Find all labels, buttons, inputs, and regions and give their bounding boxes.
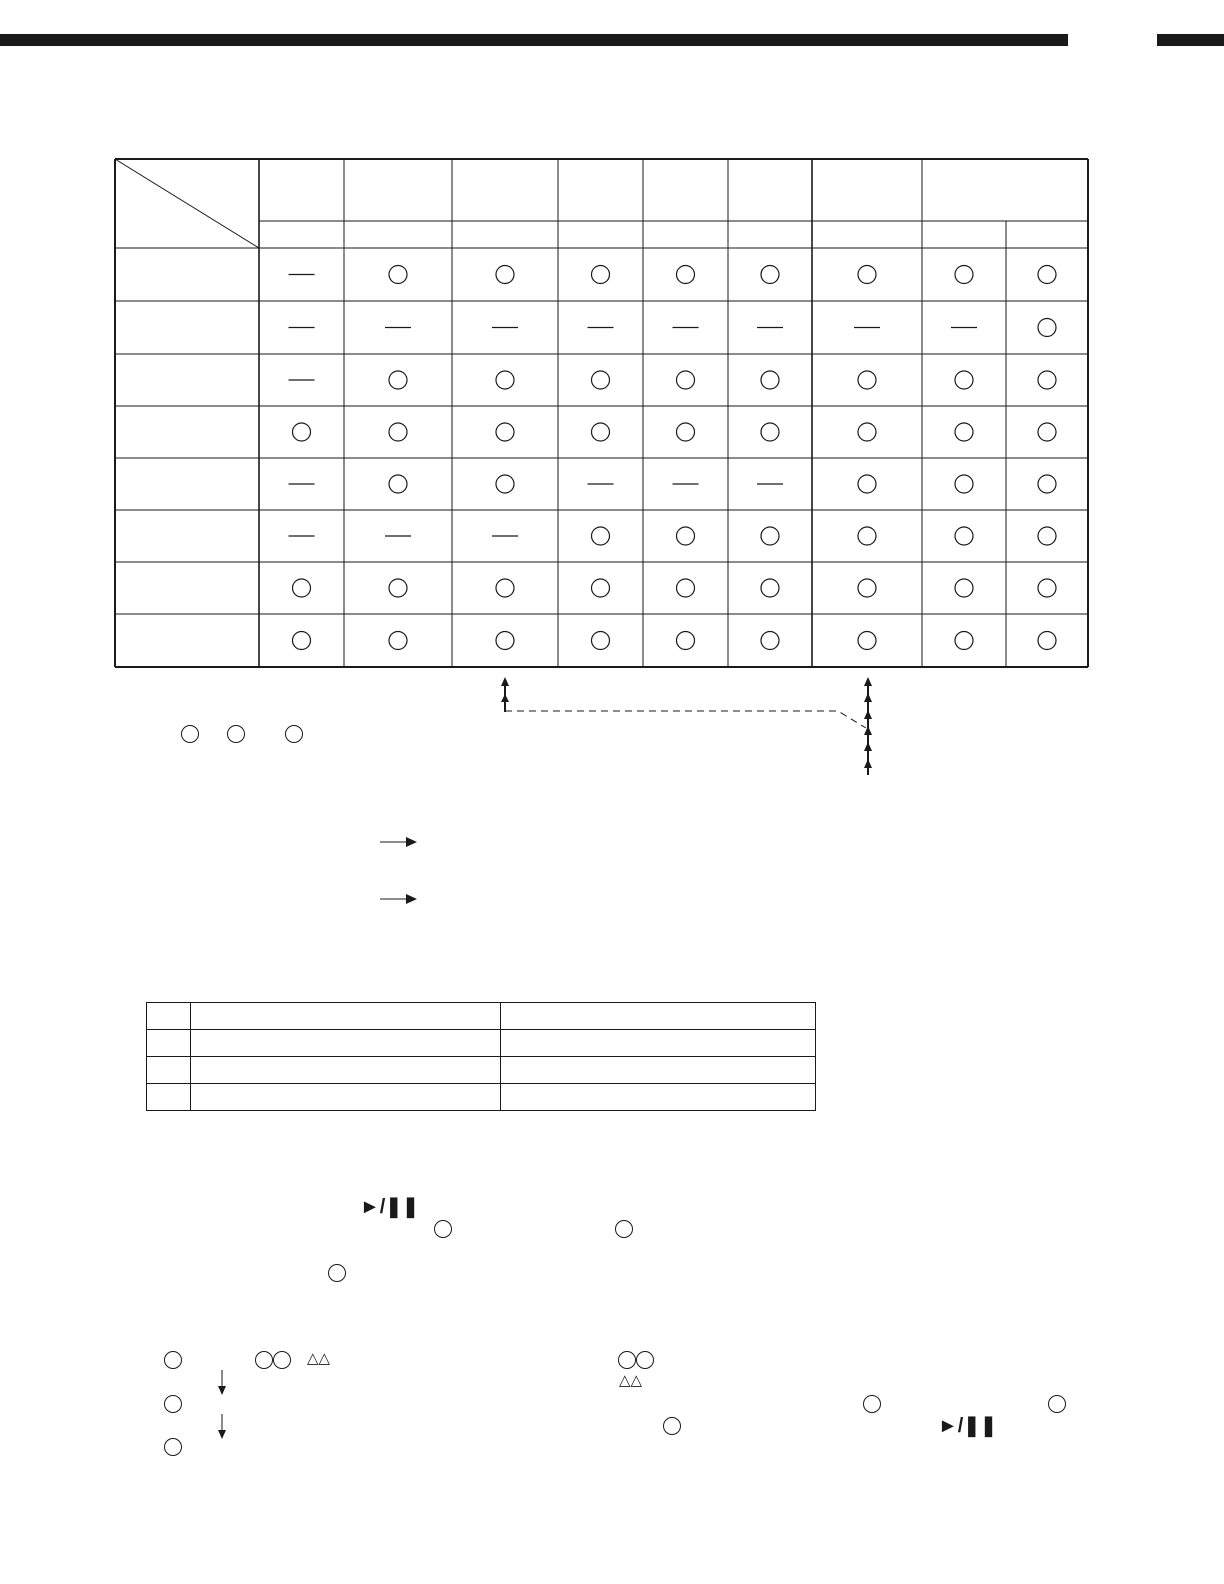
cell-circle-mark (858, 423, 876, 441)
cell-circle-mark (955, 423, 973, 441)
cell-circle-mark (496, 579, 514, 597)
step-circle-c (328, 1264, 346, 1282)
double-circle-2a (618, 1351, 636, 1369)
cell-circle-mark (1038, 319, 1056, 337)
table-row (147, 1030, 816, 1057)
header-diagonal (115, 159, 259, 248)
cell-circle-mark (389, 266, 407, 284)
double-circle-2b (636, 1351, 654, 1369)
cell-circle-mark (293, 579, 311, 597)
cell-circle-mark (761, 266, 779, 284)
cell-circle-mark (496, 632, 514, 650)
cell-circle-mark (955, 371, 973, 389)
cell-circle-mark (293, 423, 311, 441)
cell-circle-mark (592, 632, 610, 650)
right-arrow-1 (380, 837, 417, 847)
cell-circle-mark (761, 579, 779, 597)
cell-circle-mark (955, 579, 973, 597)
cell-circle-mark (761, 527, 779, 545)
cell-circle-mark (955, 527, 973, 545)
play-pause-icon: ►/❚❚ (360, 1196, 419, 1218)
cell-circle-mark (858, 527, 876, 545)
cell-circle-mark (677, 579, 695, 597)
legend-circle-1 (181, 725, 199, 743)
triangle-pair-1: △△ (307, 1350, 331, 1367)
cell-circle-mark (955, 475, 973, 493)
cell-circle-mark (677, 423, 695, 441)
legend-circle-3 (285, 725, 303, 743)
flow-circle-2 (164, 1395, 182, 1413)
cell-circle-mark (1038, 371, 1056, 389)
cell-circle-mark (955, 266, 973, 284)
cell-circle-mark (761, 632, 779, 650)
cell-circle-mark (1038, 579, 1056, 597)
table-row (147, 1057, 816, 1084)
cell-circle-mark (389, 632, 407, 650)
cell-circle-mark (858, 632, 876, 650)
double-circle-1a (255, 1351, 273, 1369)
legend-circle-2 (227, 725, 245, 743)
right-circle-1 (863, 1395, 881, 1413)
cell-circle-mark (761, 423, 779, 441)
cell-circle-mark (858, 266, 876, 284)
cell-circle-mark (293, 632, 311, 650)
cell-circle-mark (677, 632, 695, 650)
cell-circle-mark (955, 632, 973, 650)
cell-circle-mark (1038, 632, 1056, 650)
step-circle-b (615, 1220, 633, 1238)
play-pause-icon-2: ►/❚❚ (938, 1415, 997, 1437)
down-arrow-2 (218, 1414, 226, 1439)
cell-circle-mark (858, 579, 876, 597)
cell-circle-mark (677, 371, 695, 389)
cell-circle-mark (592, 579, 610, 597)
right-arrow-2 (380, 894, 417, 904)
cell-circle-mark (389, 579, 407, 597)
flow-circle-3 (164, 1438, 182, 1456)
step-circle-a (434, 1220, 452, 1238)
triangle-pair-2: △△ (619, 1372, 643, 1389)
cell-circle-mark (1038, 423, 1056, 441)
info-table (146, 1002, 816, 1111)
dashed-connector (505, 711, 866, 728)
cell-circle-mark (389, 423, 407, 441)
cell-circle-mark (592, 371, 610, 389)
cell-circle-mark (592, 527, 610, 545)
flow-circle-1 (164, 1351, 182, 1369)
cell-circle-mark (858, 475, 876, 493)
cell-circle-mark (1038, 475, 1056, 493)
cell-circle-mark (389, 475, 407, 493)
cell-circle-mark (1038, 527, 1056, 545)
cell-circle-mark (496, 371, 514, 389)
table-row (147, 1084, 816, 1111)
cell-circle-mark (496, 266, 514, 284)
cell-circle-mark (496, 475, 514, 493)
right-circle-2 (1048, 1395, 1066, 1413)
cell-circle-mark (592, 266, 610, 284)
cell-circle-mark (677, 266, 695, 284)
right-circle-3 (663, 1417, 681, 1435)
double-circle-1b (273, 1351, 291, 1369)
cell-circle-mark (496, 423, 514, 441)
cell-circle-mark (389, 371, 407, 389)
cell-circle-mark (858, 371, 876, 389)
table-row (147, 1003, 816, 1030)
cell-circle-mark (1038, 266, 1056, 284)
down-arrow-1 (218, 1370, 226, 1395)
compatibility-table (0, 0, 1224, 700)
cell-circle-mark (592, 423, 610, 441)
cell-circle-mark (761, 371, 779, 389)
cell-circle-mark (677, 527, 695, 545)
